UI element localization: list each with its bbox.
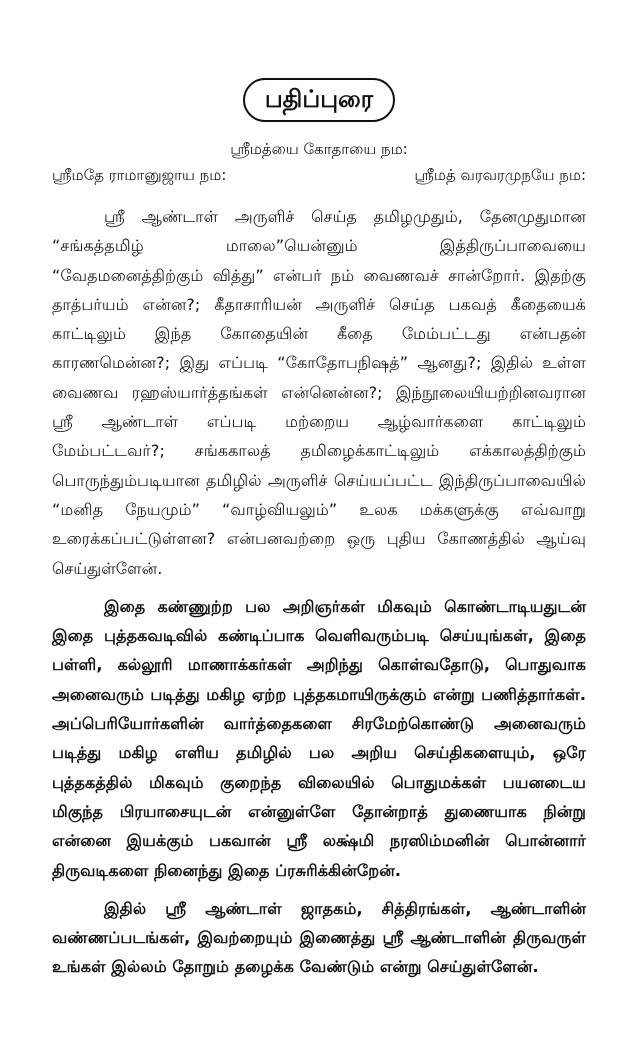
paragraph-3: இதில் ஸ்ரீ ஆண்டாள் ஜாதகம், சித்திரங்கள், ஆண்டாளின் வண்ணப்படங்கள், இவற்றையும் இணைத்து ஸ்ரீ ஆண்டாளின் திருவருள் உங்கள் இல்லம் தோறும் தழைக்க வேண்டும் என்று செய்துள்ளேன். [52,898,586,977]
page-title: பதிப்புரை [243,78,395,122]
paragraph-2: இதை கண்ணுற்ற பல அறிஞர்கள் மிகவும் கொண்டாடியதுடன் இதை புத்தகவடிவில் கண்டிப்பாக வெளிவரும்படி செய்யுங்கள், இதை பள்ளி, கல்லூரி மாணாக்கர்கள் அறிந்து கொள்வதோடு, பொதுவாக அனைவரும் படித்து மகிழ ஏற்ற புத்தகமாயிருக்கும் என்று பணித்தார்கள். அப்பெரியோர்களின் வார்த்தைகளை சிரமேற்கொண்டு அனைவரும் படித்து மகிழ எளிய தமிழில் பல அறிய செய்திகளையும், ஒரே புத்தகத்தில் மிகவும் குறைந்த விலையில் பொதுமக்கள் பயனடைய மிகுந்த பிரயாசையுடன் என்னுள்ளே தோன்றாத் துணையாக நின்று என்னை இயக்கும் பகவான் ஸ்ரீ லக்ஷ்மி நரஸிம்மனின் பொன்னார் திருவடிகளை நினைந்து இதை ப்ரசுரிக்கின்றேன். [52,596,586,880]
invocation-center: ஸ்ரீமத்யை கோதாயை நம: [230,140,408,158]
invocation-left: ஸ்ரீமதே ராமானுஜாய நம: [52,166,227,184]
invocation-row [52,162,586,188]
invocation-right: ஸ்ரீமத் வரவரமுநயே நம: [414,166,586,184]
paragraph-1: ஸ்ரீ ஆண்டாள் அருளிச் செய்த தமிழமுதும், தேனமுதுமான “சங்கத்தமிழ் மாலை”யென்னும் இத்திருப்பாவையை “வேதமனைத்திற்கும் வித்து” என்பர் நம் வைணவச் சான்றோர். இதற்கு தாத்பர்யம் என்ன?; கீதாசாரியன் அருளிச் செய்த பகவத் கீதையைக் காட்டிலும் இந்த கோதையின் கீதை மேம்பட்டது என்பதன் காரணமென்ன?; இது எப்படி “கோதோபநிஷத்” ஆனது?; இதில் உள்ள வைணவ ரஹஸ்யார்த்தங்கள் என்னென்ன?; இந்நூலையியற்றினவரான ஸ்ரீ ஆண்டாள் எப்படி மற்றைய ஆழ்வார்களை காட்டிலும் மேம்பட்டவர்?; சங்ககாலத் தமிழைக்காட்டிலும் எக்காலத்திற்கும் பொருந்தும்படியான தமிழில் அருளிச் செய்யப்பட்ட இந்திருப்பாவையில் “மனித நேயமும்” “வாழ்வியலும்” உலக மக்களுக்கு எவ்வாறு உரைக்கப்பட்டுள்ளன? என்பனவற்றை ஒரு புதிய கோணத்தில் ஆய்வு செய்துள்ளேன். [52,207,586,578]
title-wrap [52,78,586,122]
